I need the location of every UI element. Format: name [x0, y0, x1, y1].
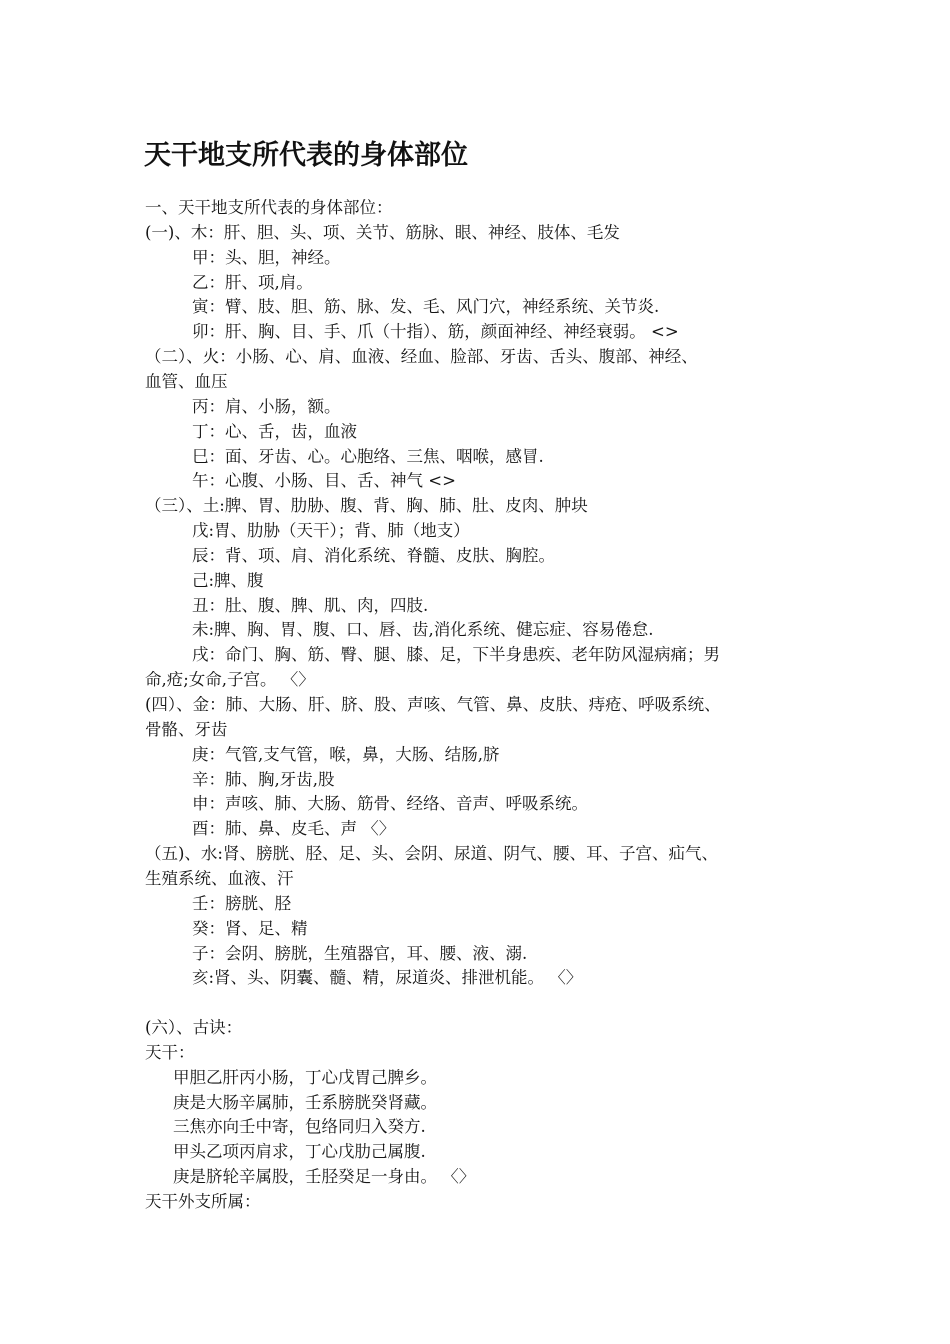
text-line: 丁：心、舌，齿，血液 [192, 421, 357, 441]
text-line: 未:脾、胸、胃、腹、口、唇、齿,消化系统、健忘症、容易倦怠. [192, 620, 654, 640]
text-line: 酉：肺、鼻、皮毛、声 〈〉 [192, 819, 396, 839]
text-line: （三）、土:脾、胃、肋胁、腹、背、胸、肺、肚、皮肉、肿块 [145, 496, 588, 516]
text-line: 庚是大肠辛属肺，壬系膀胱癸肾藏。 [173, 1092, 437, 1112]
text-line: 生殖系统、血液、汗 [145, 868, 294, 888]
text-line: 甲头乙项丙肩求，丁心戊肋己属腹. [173, 1142, 426, 1162]
text-line: (四）、金：肺、大肠、肝、脐、股、声咳、气管、鼻、皮肤、痔疮、呼吸系统、 [145, 695, 721, 714]
text-line: 庚是脐轮辛属股，壬胫癸足一身由。 〈〉 [173, 1167, 476, 1187]
text-line: 寅：臂、肢、胆、筋、脉、发、毛、风门穴，神经系统、关节炎. [192, 297, 660, 317]
text-line: 血管、血压 [145, 371, 228, 391]
text-line: 申：声咳、肺、大肠、筋骨、经络、音声、呼吸系统。 [192, 794, 588, 814]
text-line: 辰：背、项、肩、消化系统、脊髓、皮肤、胸腔。 [192, 545, 555, 565]
text-line: 壬：膀胱、胫 [192, 893, 291, 913]
text-line: 丙：肩、小肠，额。 [192, 396, 341, 416]
text-line: 三焦亦向壬中寄，包络同归入癸方. [173, 1117, 426, 1137]
text-line: 骨骼、牙齿 [145, 719, 228, 739]
text-line: 天干外支所属： [145, 1192, 261, 1211]
text-line: 命,疮;女命,子宫。 〈〉 [145, 670, 315, 690]
text-line: 天干： [145, 1042, 195, 1062]
text-line: (六）、古诀： [145, 1018, 243, 1038]
text-line: 癸：肾、足、精 [192, 918, 308, 938]
text-line: 戌：命门、胸、筋、臀、腿、膝、足，下半身患疾、老年防风湿病痛；男 [192, 645, 720, 665]
text-line: 甲：头、胆，神经。 [192, 247, 341, 267]
text-line: 卯：肝、胸、目、手、爪（十指）、筋，颜面神经、神经衰弱。 <> [192, 322, 679, 342]
text-line: 庚：气管,支气管，喉，鼻，大肠、结肠,脐 [192, 744, 500, 764]
text-line: 亥:肾、头、阴囊、髓、精，尿道炎、排泄机能。 〈〉 [192, 968, 583, 988]
text-line: (一)、木：肝、胆、头、项、关节、筋脉、眼、神经、肢体、毛发 [145, 222, 620, 242]
text-line: 巳：面、牙齿、心。心胞络、三焦、咽喉，感冒. [192, 446, 544, 466]
text-line: 乙：肝、项,肩。 [192, 272, 313, 292]
text-line: 丑：肚、腹、脾、肌、肉，四肢. [192, 595, 429, 615]
text-line: （五)、水:肾、膀胱、胫、足、头、会阴、尿道、阴气、腰、耳、子宫、疝气、 [145, 844, 718, 864]
text-line: 甲胆乙肝丙小肠，丁心戊胃己脾乡。 [173, 1067, 437, 1087]
text-line: 戊:胃、肋胁（天干）；背、肺（地支） [192, 521, 470, 541]
text-line: 子：会阴、膀胱，生殖器官，耳、腰、液、溺. [192, 943, 528, 963]
text-line: 辛：肺、胸,牙齿,股 [192, 769, 335, 789]
text-line: 午：心腹、小肠、目、舌、神气 <> [192, 471, 456, 491]
text-line: （二）、火：小肠、心、肩、血液、经血、脸部、牙齿、舌头、腹部、神经、 [145, 347, 698, 367]
text-line: 一、天干地支所代表的身体部位： [145, 198, 393, 217]
document-title: 天干地支所代表的身体部位 [144, 140, 468, 171]
text-line: 己:脾、腹 [192, 570, 264, 590]
